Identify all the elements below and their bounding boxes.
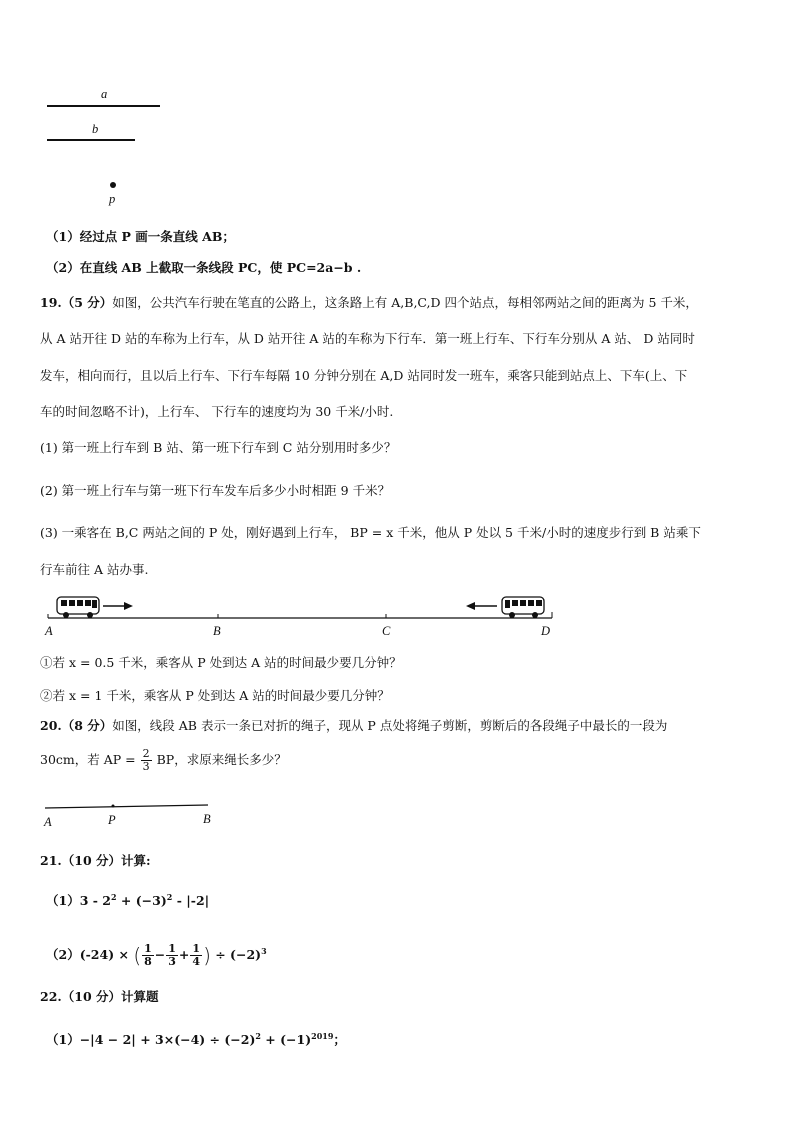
q18-part1: （1）经过点 P 画一条直线 AB； [46,229,235,244]
q19-sub3-line2: 行车前往 A 站办事. [40,562,149,577]
arrow-left-icon [466,602,497,610]
q21-frac3-num: 1 [192,942,201,956]
q21-frac3 [190,943,202,968]
q21-frac2 [166,943,178,968]
label-a: a [101,87,108,101]
q20-fraction [141,748,152,773]
station-label-a: A [45,624,53,638]
q19-line1 [40,295,698,311]
q20-text-line1: 如图，线段 AB 表示一条已对折的绳子，现从 P 点处将绳子剪断，剪断后的各段绳子中最长的一段为 [112,718,668,733]
q22-expr1-a: −|4 − 2| + 3×(−4) ÷ (−2) [79,1032,256,1048]
q21-expr2-post: ÷ (−2) [215,947,262,963]
q19-sub2: (2) 第一班上行车与第一班下行车发车后多少小时相距 9 千米？ [40,483,391,498]
label-b: b [92,122,99,136]
q20-line2-pre: 30cm，若 AP = [40,752,136,767]
rope-segment-ab [45,805,208,808]
q20-line2 [40,746,287,774]
q21-expr1-exp2: 2 [166,892,173,902]
q21-expr1-a: 3 - 2 [79,893,111,909]
q21-frac1-num: 1 [144,942,152,956]
rope-label-p: P [108,813,116,827]
right-paren: ) [203,943,211,968]
q21-frac1 [142,943,154,968]
q20-number: 20.（8 分） [40,718,113,733]
q19-number: 19.（5 分） [40,295,113,310]
q21-title: 计算: [121,853,151,868]
q22-expr1-b: + (−1) [260,1032,312,1048]
station-label-c: C [382,624,391,638]
q21-expr2: （2）(-24) × ( $\frac{1}{8}$ − $\frac{1}{3}$ + $\frac{1}{4}$ ) ÷ $(-2)^3$ [46,942,267,969]
station-label-d: D [541,624,551,638]
q21-expr2-label: （2） [46,947,80,963]
arrow-right-icon [103,602,133,610]
q22-expr1-exp: 2 [255,1031,261,1041]
q21-frac3-den: 4 [192,955,201,969]
q19-line2: 从 A 站开往 D 站的车称为上行车，从 D 站开往 A 站的车称为下行车．第一班上行车、下行车分别从 A 站、 D 站同时 [40,331,695,346]
q21-number: 21.（10 分） [40,853,121,868]
q20-frac-den: 3 [142,760,150,773]
q21-expr1-b: + (−3) [116,893,167,909]
q22-expr1 [46,1028,346,1048]
q21-expr2-pre: (-24) × [79,947,129,963]
q19-text-line1: 如图，公共汽车行驶在笔直的公路上，这条路上有 A,B,C,D 四个站点，每相邻两站之间的距离为 5 千米， [112,295,698,310]
q19-case2: ②若 x = 1 千米，乘客从 P 处到达 A 站的时间最少要几分钟？ [40,688,390,703]
q22-title: 计算题 [121,989,159,1004]
q22-expr1-label: （1） [46,1032,80,1048]
bus-icon-right [502,597,544,618]
bus-icon-left [57,597,99,618]
q22-expr1-exp2: 2019 [311,1031,334,1041]
q21-frac2-num: 1 [168,942,176,956]
q18-part2: （2）在直线 AB 上截取一条线段 PC，使 PC=2a−b . [46,260,362,275]
q19-case1: ①若 x = 0.5 千米，乘客从 P 处到达 A 站的时间最少要几分钟？ [40,655,402,670]
rope-label-a: A [44,815,52,829]
point-p-rope [112,805,115,808]
rope-label-b: B [203,812,211,826]
station-label-b: B [213,624,221,638]
point-p [110,182,116,188]
q19-line4: 车的时间忽略不计)，上行车、 下行车的速度均为 30 千米/小时. [40,404,394,419]
q20-line1 [40,718,667,734]
label-p: p [109,192,116,206]
q19-sub1: (1) 第一班上行车到 B 站、第一班下行车到 C 站分别用时多少？ [40,440,397,455]
q21-expr2-exp: 3 [261,946,267,956]
q21-expr1 [46,889,209,909]
q21-expr1-exp: 2 [111,892,117,902]
q22-header [40,989,159,1005]
q20-frac-num: 2 [142,747,150,760]
q21-frac1-den: 8 [144,955,152,969]
q20-line2-post: BP，求原来绳长多少？ [156,752,287,767]
q22-number: 22.（10 分） [40,989,121,1004]
q21-expr1-label: （1） [46,893,80,909]
q19-sub3-line1: (3) 一乘客在 B,C 两站之间的 P 处，刚好遇到上行车， BP = x 千米，他从 P 处以 5 千米/小时的速度步行到 B 站乘下 [40,525,701,540]
left-paren: ( [133,943,142,968]
q19-line3: 发车，相向而行，且以后上行车、下行车每隔 10 分钟分别在 A,D 站同时发一班车，乘客只能到站点上、下车(上、下 [40,368,688,383]
q21-frac2-den: 3 [168,955,176,969]
q22-expr1-c: ； [333,1032,346,1048]
q21-expr1-c: - |-2| [172,893,210,909]
q21-header [40,853,151,869]
